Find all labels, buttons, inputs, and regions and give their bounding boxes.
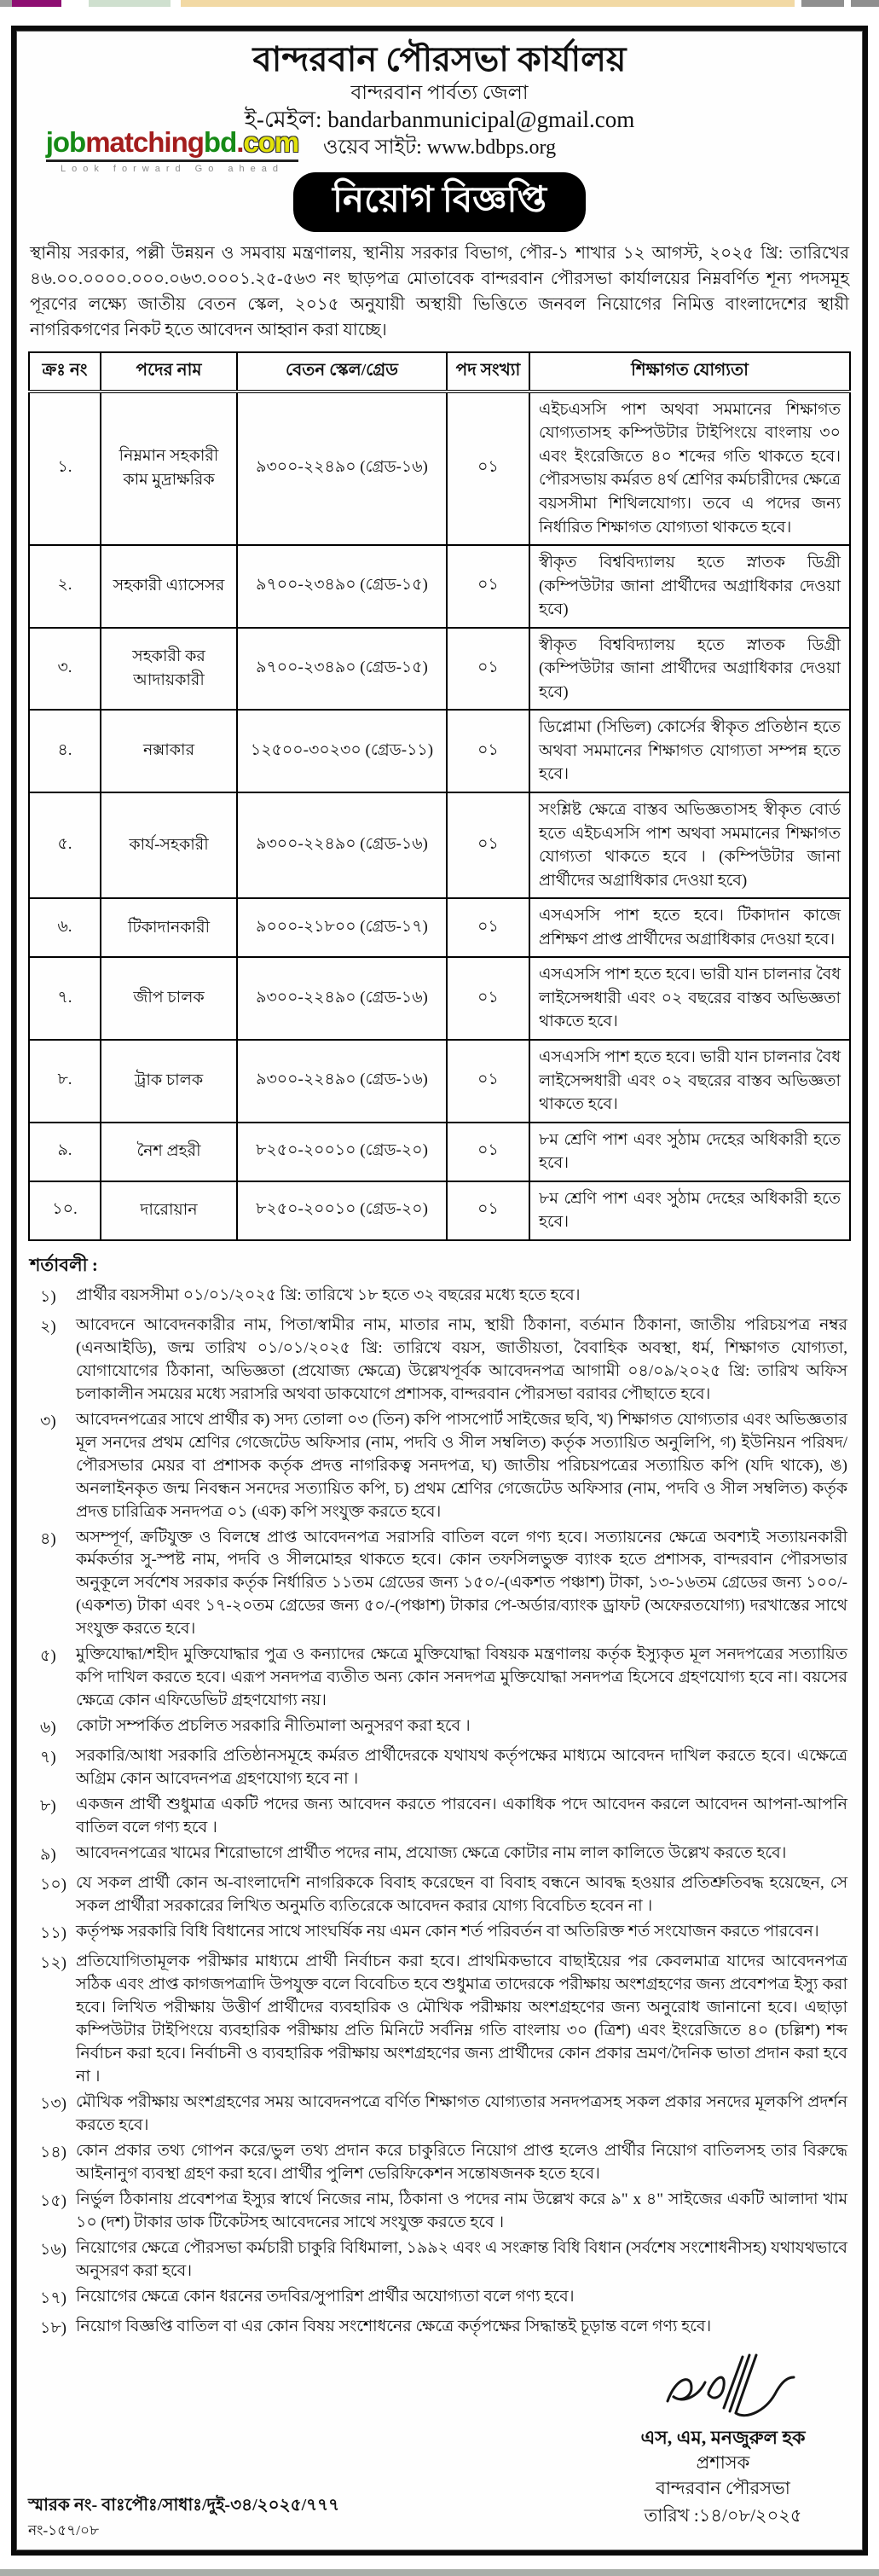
website-line: ওয়েব সাইট: www.bdbps.org xyxy=(322,136,557,159)
condition-number: ৬) xyxy=(40,1719,56,1738)
cell-qualification: এসএসসি পাশ হতে হবে। ভারী যান চালনার বৈধ লাইসেন্সধারী এবং ০২ বছরের বাস্তব অভিজ্ঞতা থাকতে হবে। xyxy=(529,1040,850,1123)
cell-post-count: ০১ xyxy=(447,392,529,545)
condition-number: ২) xyxy=(40,1317,56,1336)
condition-item xyxy=(28,1794,851,1840)
office-name: বান্দরবান পৌরসভা কার্যালয় xyxy=(252,40,627,78)
cell-pay-scale: ৯৩০০-২২৪৯০ (গ্রেড-১৬) xyxy=(237,392,447,545)
cell-post-count: ০১ xyxy=(447,898,529,957)
condition-text: আবেদনপত্রের খামের শিরোভাগে প্রার্থীত পদের নাম, প্রযোজ্য ক্ষেত্রে কোটার নাম লাল কালিতে উল্লেখ করতে হবে। xyxy=(76,1844,787,1863)
cell-serial: ৭. xyxy=(29,957,101,1040)
memo-block xyxy=(28,2492,595,2544)
table-row xyxy=(29,1123,850,1181)
cell-post-name: জীপ চালক xyxy=(101,957,237,1040)
condition-number: ৮) xyxy=(40,1797,56,1816)
memo-number-line: স্মারক নং- বাঃপৌঃ/সাধাঃ/দুই-৩৪/২০২৫/৭৭৭ xyxy=(28,2495,340,2515)
signature-block xyxy=(595,2352,851,2544)
cell-post-count: ০১ xyxy=(447,545,529,628)
condition-number: ৯) xyxy=(40,1846,56,1865)
condition-text: নিয়োগের ক্ষেত্রে কোন ধরনের তদবির/সুপারিশ প্রার্থীর অযোগ্যতা বলে গণ্য হবে। xyxy=(76,2287,575,2306)
condition-item xyxy=(28,1314,851,1407)
conditions-heading: শর্তাবলী : xyxy=(30,1254,98,1275)
condition-item xyxy=(28,1285,851,1312)
table-row xyxy=(29,545,850,628)
condition-number: ১৬) xyxy=(40,2240,67,2259)
condition-text: আবেদনপত্রের সাথে প্রার্থীর ক) সদ্য তোলা ০৩ (তিন) কপি পাসপোর্ট সাইজের ছবি, খ) শিক্ষাগত যোগ্যতার এবং অভিজ্ঞতার মূল সনদের প্রথম শ্রেণির গেজেটেড অফিসার (নাম, পদবি ও সীল সম্বলিত) কর্তৃক সত্যায়িত অনুলিপি, গ) ইউনিয়ন পরিষদ/পৌরসভার মেয়র বা প্রশাসক কর্তৃক প্রদত্ত নাগরিকত্ব সনদপত্র, ঘ) জাতীয় পরিচয়পত্রের সত্যায়িত কপি (যদি থাকে), ঙ) অনলাইনকৃত জন্ম নিবন্ধন সনদের সত্যায়িত কপি, চ) প্রথম শ্রেণির গেজেটেড অফিসার (নাম, পদবি ও সীল সম্বলিত) কর্তৃক প্রদত্ত চারিত্রিক সনদপত্র ০১ (এক) কপি সংযুক্ত করতে হবে। xyxy=(76,1410,847,1521)
cell-post-name: দারোয়ান xyxy=(101,1181,237,1240)
cell-pay-scale: ৯৩০০-২২৪৯০ (গ্রেড-১৬) xyxy=(237,957,447,1040)
positions-table-body xyxy=(29,392,850,1240)
cell-post-name: সহকারী এ্যাসেসর xyxy=(101,545,237,628)
cell-post-count: ০১ xyxy=(447,1040,529,1123)
conditions-list xyxy=(28,1285,851,2343)
condition-number: ১০) xyxy=(40,1876,67,1894)
document-footer xyxy=(28,2352,851,2544)
job-circular-document xyxy=(11,26,868,2556)
condition-text: যে সকল প্রার্থী কোন অ-বাংলাদেশি নাগরিককে বিবাহ করেছেন বা বিবাহ বন্ধনে আবদ্ধ হওয়ার প্রতিশ্রুতিবদ্ধ হয়েছেন, সে সকল প্রার্থীরা সরকারের লিখিত অনুমতি ব্যতিরেকে আবেদন করার যোগ্য বিবেচিত হবেন না । xyxy=(76,1874,847,1916)
condition-number: ১৪) xyxy=(40,2143,67,2161)
logo-part-matching: matching xyxy=(85,126,204,158)
condition-item xyxy=(28,2316,851,2343)
condition-text: মুক্তিযোদ্ধা/শহীদ মুক্তিযোদ্ধার পুত্র ও কন্যাদের ক্ষেত্রে মুক্তিযোদ্ধা বিষয়ক মন্ত্রণালয় কর্তৃক ইস্যুকৃত মূল সনদপত্রের সত্যায়িত কপি দাখিল করতে হবে। এরূপ সনদপত্র ব্যতীত অন্য কোন সনদপত্র মুক্তিযোদ্ধা সনদপত্র হিসেবে গ্রহণযোগ্য হবে না। বয়সের ক্ষেত্রে কোন এফিডেভিট গ্রহণযোগ্য নয়। xyxy=(76,1645,847,1710)
condition-number: ১৮) xyxy=(40,2318,67,2337)
condition-item xyxy=(28,2189,851,2235)
cell-post-name: সহকারী কর আদায়কারী xyxy=(101,628,237,711)
col-header-post-name: পদের নাম xyxy=(101,352,237,392)
logo-part-com: com xyxy=(243,126,299,158)
condition-text: অসম্পূর্ণ, ক্রটিযুক্ত ও বিলম্বে প্রাপ্ত আবেদনপত্র সরাসরি বাতিল বলে গণ্য হবে। সত্যায়নের ক্ষেত্রে অবশ্যই সত্যায়নকারী কর্মকর্তার সু-স্পষ্ট নাম, পদবি ও সীলমোহর থাকতে হবে। কোন তফসিলভুক্ত ব্যাংক হতে প্রশাসক, বান্দরবান পৌরসভার অনুকূলে সর্বশেষ সরকার কর্তৃক নির্ধারিত ১১তম গ্রেডের জন্য ১৫০/-(একশত পঞ্চাশ) টাকা, ১৩-১৬তম গ্রেডের জন্য ১০০/-(একশত) টাকা এবং ১৭-২০তম গ্রেডের জন্য ৫০/-(পঞ্চাশ) টাকার পে-অর্ডার/ব্যাংক ড্রাফট (অফেরতযোগ্য) দরখাস্তের সাথে সংযুক্ত করতে হবে। xyxy=(76,1528,847,1639)
cell-pay-scale: ৯৭০০-২৩৪৯০ (গ্রেড-১৫) xyxy=(237,545,447,628)
condition-number: ৪) xyxy=(40,1529,56,1548)
condition-item xyxy=(28,2092,851,2138)
table-row xyxy=(29,628,850,711)
cell-qualification: এসএসসি পাশ হতে হবে। ভারী যান চালনার বৈধ লাইসেন্সধারী এবং ০২ বছরের বাস্তব অভিজ্ঞতা থাকতে হবে। xyxy=(529,957,850,1040)
condition-number: ৫) xyxy=(40,1647,56,1666)
strip-segment-gray3 xyxy=(851,0,879,7)
condition-item xyxy=(28,1872,851,1918)
condition-number: ১২) xyxy=(40,1954,67,1973)
strip-segment-wheat xyxy=(181,0,795,7)
cell-post-count: ০১ xyxy=(447,628,529,711)
condition-text: প্রতিযোগিতামূলক পরীক্ষার মাধ্যমে প্রার্থী নির্বাচন করা হবে। প্রাথমিকভাবে বাছাইয়ের পর কেবলমাত্র যাদের আবেদনপত্র সঠিক এবং প্রাপ্ত কাগজপত্রাদি উপযুক্ত বলে বিবেচিত হবে শুধুমাত্র তাদেরকে পরীক্ষায় অংশগ্রহণের জন্য প্রবেশপত্র ইস্যু করা হবে। লিখিত পরীক্ষায় উত্তীর্ণ প্রার্থীদের ব্যবহারিক ও মৌখিক পরীক্ষায় অংশগ্রহণের জন্য অনুরোধ জানানো হবে। এছাড়া কম্পিউটার টাইপিংয়ে ব্যবহারিক পরীক্ষায় প্রতি মিনিটে সর্বনিম্ন গতি বাংলায় ৩০ (ত্রিশ) এবং ইংরেজিতে ৪০ (চল্লিশ) শব্দ নির্বাচন করা হবে। নির্বাচনী ও ব্যবহারিক পরীক্ষায় অংশগ্রহণের জন্য প্রার্থীদের কোন প্রকার ভ্রমণ/দৈনিক ভাতা প্রদান করা হবে না । xyxy=(76,1952,847,2086)
intro-paragraph: স্থানীয় সরকার, পল্লী উন্নয়ন ও সমবায় মন্ত্রণালয়, স্থানীয় সরকার বিভাগ, পৌর-১ শাখার ১২ আগস্ট, ২০২৫ খ্রি: তারিখের ৪৬.০০.০০০০.০০০.০৬৩.০০০১.২৫-৫৬৩ নং ছাড়পত্র মোতাবেক বান্দরবান পৌরসভা কার্যালয়ের নিম্নবর্ণিত শূন্য পদসমূহ পূরণের লক্ষ্যে জাতীয় বেতন স্কেল, ২০১৫ অনুযায়ী অস্থায়ী ভিত্তিতে জনবল নিয়োগের নিমিত্ত বাংলাদেশের স্থায়ী নাগরিকগণের নিকট হতে আবেদন আহ্বান করা যাচ্ছে। xyxy=(30,243,849,339)
cell-post-count: ০১ xyxy=(447,1123,529,1181)
cell-pay-scale: ৯০০০-২১৮০০ (গ্রেড-১৭) xyxy=(237,898,447,957)
condition-text: একজন প্রার্থী শুধুমাত্র একটি পদের জন্য আবেদন করতে পারবেন। একাধিক পদে আবেদন করলে আবেদন আপনা-আপনি বাতিল বলে গণ্য হবে । xyxy=(76,1796,847,1837)
logo-part-bd: bd xyxy=(203,126,237,158)
logo-part-dot: . xyxy=(236,126,244,158)
cell-qualification: এইচএসসি পাশ অথবা সমমানের শিক্ষাগত যোগ্যতাসহ কম্পিউটার টাইপিংয়ে বাংলায় ৩০ এবং ইংরেজিতে ৪০ শব্দের গতি থাকতে হবে। পৌরসভায় কর্মরত ৪র্থ শ্রেণির কর্মচারীদের ক্ষেত্রে বয়সসীমা শিথিলযোগ্য। তবে এ পদের জন্য নির্ধারিত শিক্ষাগত যোগ্যতা থাকতে হবে। xyxy=(529,392,850,545)
col-header-pay-scale: বেতন স্কেল/গ্রেড xyxy=(237,352,447,392)
strip-segment-magenta xyxy=(12,0,61,7)
table-row xyxy=(29,898,850,957)
condition-number: ১৭) xyxy=(40,2289,67,2307)
cell-post-count: ০১ xyxy=(447,710,529,792)
condition-number: ৩) xyxy=(40,1412,56,1430)
condition-item xyxy=(28,1921,851,1948)
cell-post-name: নিম্নমান সহকারী কাম মুদ্রাক্ষরিক xyxy=(101,392,237,545)
signatory-org: বান্দরবান পৌরসভা xyxy=(656,2477,790,2498)
condition-number: ১৩) xyxy=(40,2094,67,2113)
condition-number: ১৫) xyxy=(40,2191,67,2210)
cell-serial: ৬. xyxy=(29,898,101,957)
cell-qualification: ডিপ্লোমা (সিভিল) কোর্সের স্বীকৃত প্রতিষ্ঠান হতে অথবা সমমানের শিক্ষাগত যোগ্যতা সম্পন্ন হতে হবে। xyxy=(529,710,850,792)
table-row xyxy=(29,1040,850,1123)
condition-text: কোটা সম্পর্কিত প্রচলিত সরকারি নীতিমালা অনুসরণ করা হবে । xyxy=(76,1717,471,1736)
condition-number: ৭) xyxy=(40,1749,56,1767)
condition-item xyxy=(28,1745,851,1791)
col-header-serial: ক্রঃ নং xyxy=(29,352,101,392)
signature-scribble-icon xyxy=(642,2352,804,2430)
cell-pay-scale: ৯৭০০-২৩৪৯০ (গ্রেড-১৫) xyxy=(237,628,447,711)
cell-serial: ৪. xyxy=(29,710,101,792)
cell-serial: ৮. xyxy=(29,1040,101,1123)
cell-post-count: ০১ xyxy=(447,957,529,1040)
positions-table xyxy=(28,351,851,1241)
logo-part-job: job xyxy=(45,126,86,158)
condition-number: ১১) xyxy=(40,1924,67,1943)
district-line: বান্দরবান পার্বত্য জেলা xyxy=(350,82,529,103)
cell-qualification: ৮ম শ্রেণি পাশ এবং সুঠাম দেহের অধিকারী হতে হবে। xyxy=(529,1123,850,1181)
signatory-name: এস, এম, মনজুরুল হক xyxy=(640,2426,806,2448)
positions-table-header xyxy=(29,352,850,392)
browser-edge-strip xyxy=(0,0,879,7)
table-row xyxy=(29,392,850,545)
condition-item xyxy=(28,1409,851,1524)
condition-item xyxy=(28,2140,851,2186)
table-row xyxy=(29,710,850,792)
cell-serial: ১. xyxy=(29,392,101,545)
table-row xyxy=(29,1181,850,1240)
cell-post-name: ট্রাক চালক xyxy=(101,1040,237,1123)
condition-item xyxy=(28,1644,851,1713)
page-bottom-bar xyxy=(0,2569,879,2576)
cell-pay-scale: ৯৩০০-২২৪৯০ (গ্রেড-১৬) xyxy=(237,1040,447,1123)
cell-serial: ১০. xyxy=(29,1181,101,1240)
strip-segment-gray xyxy=(0,0,12,7)
condition-item xyxy=(28,1715,851,1743)
col-header-qualification: শিক্ষাগত যোগ্যতা xyxy=(529,352,850,392)
cell-pay-scale: ৮২৫০-২০০১০ (গ্রেড-২০) xyxy=(237,1123,447,1181)
condition-item xyxy=(28,1842,851,1870)
cell-serial: ২. xyxy=(29,545,101,628)
cell-qualification: ৮ম শ্রেণি পাশ এবং সুঠাম দেহের অধিকারী হতে হবে। xyxy=(529,1181,850,1240)
condition-text: কর্তৃপক্ষ সরকারি বিধি বিধানের সাথে সাংঘর্ষিক নয় এমন কোন শর্ত পরিবর্তন বা অতিরিক্ত শর্ত সংযোজন করতে পারবেন। xyxy=(76,1923,819,1941)
cell-post-count: ০১ xyxy=(447,792,529,898)
condition-text: প্রার্থীর বয়সসীমা ০১/০১/২০২৫ খ্রি: তারিখে ১৮ হতে ৩২ বছরের মধ্যে হতে হবে। xyxy=(76,1285,581,1304)
cell-qualification: সংশ্লিষ্ট ক্ষেত্রে বাস্তব অভিজ্ঞতাসহ স্বীকৃত বোর্ড হতে এইচএসসি পাশ অথবা সমমানের শিক্ষাগত যোগ্যতা থাকতে হবে । (কম্পিউটার জানা প্রার্থীদের অগ্রাধিকার দেওয়া হবে) xyxy=(529,792,850,898)
condition-text: আবেদনে আবেদনকারীর নাম, পিতা/স্বামীর নাম, মাতার নাম, স্থায়ী ঠিকানা, বর্তমান ঠিকানা, জাতীয় পরিচয়পত্র নম্বর (এনআইডি), জন্ম তারিখ ০১/০১/২০২৫ খ্রি: তারিখে বয়স, জাতীয়তা, বৈবাহিক অবস্থা, ধর্ম, শিক্ষাগত যোগ্যতা, যোগাযোগের ঠিকানা, অভিজ্ঞতা (প্রযোজ্য ক্ষেত্রে) উল্লেখপূর্বক আবেদনপত্র আগামী ০৪/০৯/২০২৫ খ্রি: তারিখ অফিস চলাকালীন সময়ের মধ্যে সরাসরি অথবা ডাকযোগে প্রশাসক, বান্দরবান পৌরসভা বরাবর পৌছাতে হবে। xyxy=(76,1315,847,1403)
cell-serial: ৫. xyxy=(29,792,101,898)
cell-post-name: টিকাদানকারী xyxy=(101,898,237,957)
cell-qualification: স্বীকৃত বিশ্ববিদ্যালয় হতে স্নাতক ডিগ্রী (কম্পিউটার জানা প্রার্থীদের অগ্রাধিকার দেওয়া হবে) xyxy=(529,545,850,628)
cell-qualification: এসএসসি পাশ হতে হবে। টিকাদান কাজে প্রশিক্ষণ প্রাপ্ত প্রার্থীদের অগ্রাধিকার দেওয়া হবে। xyxy=(529,898,850,957)
condition-text: কোন প্রকার তথ্য গোপন করে/ভুল তথ্য প্রদান করে চাকুরিতে নিয়োগ প্রাপ্ত হলেও প্রার্থীর নিয়োগ বাতিলসহ তার বিরুদ্ধে আইনানুগ ব্যবস্থা গ্রহণ করা হবে। প্রার্থীর পুলিশ ভেরিফিকেশন সন্তোষজনক হতে হবে। xyxy=(76,2141,847,2183)
cell-qualification: স্বীকৃত বিশ্ববিদ্যালয় হতে স্নাতক ডিগ্রী (কম্পিউটার জানা প্রার্থীদের অগ্রাধিকার দেওয়া হবে) xyxy=(529,628,850,711)
notice-title-badge: নিয়োগ বিজ্ঞপ্তি xyxy=(293,172,586,232)
table-row xyxy=(29,792,850,898)
cell-pay-scale: ৯৩০০-২২৪৯০ (গ্রেড-১৬) xyxy=(237,792,447,898)
cell-pay-scale: ১২৫০০-৩০২৩০ (গ্রেড-১১) xyxy=(237,710,447,792)
condition-number: ১) xyxy=(40,1287,56,1306)
condition-item xyxy=(28,2237,851,2283)
signatory-title: প্রশাসক xyxy=(696,2452,750,2474)
cell-post-name: নৈশ প্রহরী xyxy=(101,1123,237,1181)
col-header-post-count: পদ সংখ্যা xyxy=(447,352,529,392)
reference-number-line: নং-১৫৭/০৮ xyxy=(28,2521,100,2538)
cell-post-count: ০১ xyxy=(447,1181,529,1240)
condition-text: নিয়োগ বিজ্ঞপ্তি বাতিল বা এর কোন বিষয় সংশোধনের ক্ষেত্রে কর্তৃপক্ষের সিদ্ধান্তই চূড়ান্ত বলে গণ্য হবে। xyxy=(76,2317,712,2335)
jobmatchingbd-watermark-logo xyxy=(40,126,304,174)
signature-date: তারিখ :১৪/০৮/২০২৫ xyxy=(644,2505,802,2527)
condition-text: মৌখিক পরীক্ষায় অংশগ্রহণের সময় আবেদনপত্রে বর্ণিত শিক্ষাগত যোগ্যতার সনদপত্রসহ সকল প্রকার সনদের মূলকপি প্রদর্শন করতে হবে। xyxy=(76,2092,847,2134)
table-row xyxy=(29,957,850,1040)
condition-text: নির্ভুল ঠিকানায় প্রবেশপত্র ইস্যুর স্বার্থে নিজের নাম, ঠিকানা ও পদের নাম উল্লেখ করে ৯" x ৪" সাইজের একটি আলাদা খাম ১০ (দশ) টাকার ডাক টিকেটসহ আবেদনের সাথে সংযুক্ত করতে হবে । xyxy=(76,2190,847,2231)
condition-text: সরকারি/আধা সরকারি প্রতিষ্ঠানসমূহে কর্মরত প্রার্থীদেরকে যথাযথ কর্তৃপক্ষের মাধ্যমে আবেদন দাখিল করতে হবে। এক্ষেত্রে অগ্রিম কোন আবেদনপত্র গ্রহণযোগ্য হবে না । xyxy=(76,1747,847,1789)
condition-item xyxy=(28,2286,851,2313)
email-line: ই-মেইল: bandarbanmunicipal@gmail.com xyxy=(244,106,635,132)
condition-item xyxy=(28,1527,851,1642)
strip-segment-gray2 xyxy=(801,0,844,7)
condition-text: নিয়োগের ক্ষেত্রে পৌরসভা কর্মচারী চাকুরি বিধিমালা, ১৯৯২ এবং এ সংক্রান্ত বিধি বিধান (সর্বশেষ সংশোধনীসহ) যথাযথভাবে অনুসরণ করা হবে। xyxy=(76,2238,847,2280)
condition-item xyxy=(28,1951,851,2089)
logo-tagline: Look forward Go ahead xyxy=(61,164,284,174)
cell-post-name: কার্য-সহকারী xyxy=(101,792,237,898)
cell-serial: ৯. xyxy=(29,1123,101,1181)
logo-wordmark xyxy=(46,126,299,162)
cell-serial: ৩. xyxy=(29,628,101,711)
cell-pay-scale: ৮২৫০-২০০১০ (গ্রেড-২০) xyxy=(237,1181,447,1240)
strip-segment-green xyxy=(89,0,171,7)
cell-post-name: নক্সাকার xyxy=(101,710,237,792)
